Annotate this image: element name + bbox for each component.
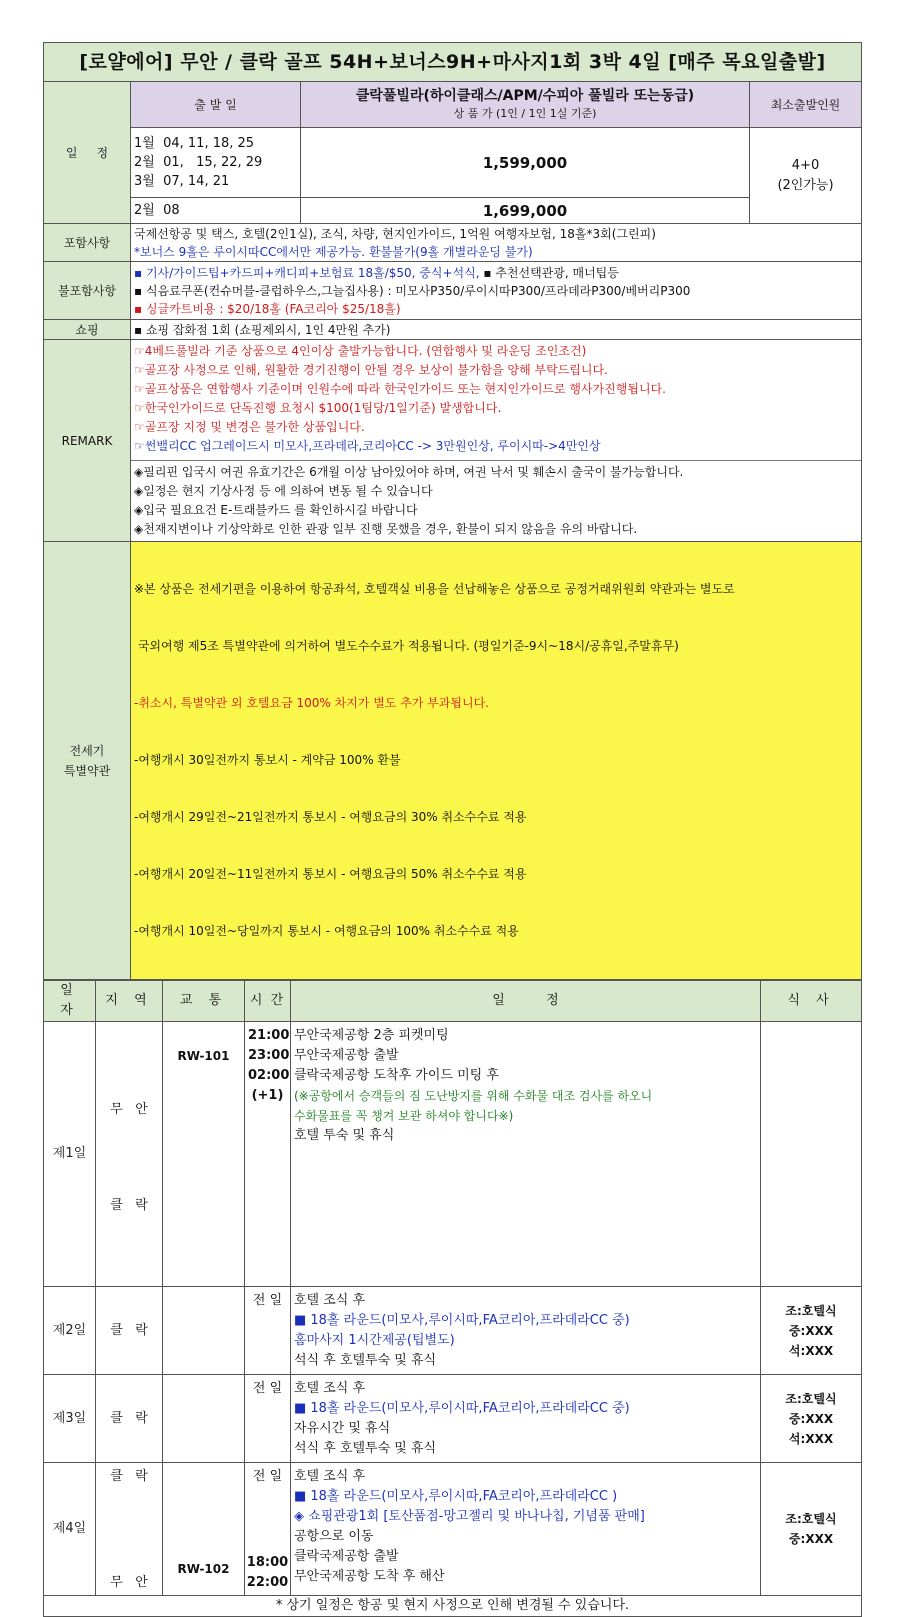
remark-line: ☞골프장 사정으로 인해, 원활한 경기진행이 안될 경우 보상이 불가함을 양해 부탁드립니다. (134, 363, 608, 377)
item: 자유시간 및 휴식 (294, 1421, 391, 1436)
excluded-content (131, 262, 862, 320)
document (43, 42, 861, 1617)
product-name: 클락풀빌라(하이클래스/APM/수피아 풀빌라 또는동급) (355, 87, 695, 104)
time: 전 일 (252, 1381, 283, 1396)
remark-line: ◈필리핀 입국시 여권 유효기간은 6개월 이상 남아있어야 하며, 여권 낙서 및 훼손시 출국이 불가능합니다. (134, 465, 684, 479)
time: 전 일 (252, 1293, 283, 1308)
remark-line: ☞4베드풀빌라 기준 상품으로 4인이상 출발가능합니다. (연합행사 및 라운딩 조인조건) (134, 344, 587, 358)
info-table (43, 42, 862, 980)
charter-line: -여행개시 30일전까지 통보시 - 계약금 100% 환불 (134, 753, 401, 767)
day-times (245, 1287, 291, 1375)
remark-line: ☞썬밸리CC 업그레이드시 미모사,프라데라,코리아CC -> 3만원인상, 루이시따->4만인상 (134, 439, 601, 453)
header-day: 일 자 (44, 981, 96, 1022)
charter-line: -여행개시 29일전~21일전까지 통보시 - 여행요금의 30% 취소수수료 적용 (134, 810, 527, 824)
item: 호텔 조식 후 (294, 1293, 366, 1308)
day-items (291, 1375, 761, 1463)
price-row-2-dates: 2월 08 (131, 198, 301, 224)
included-line: 국제선항공 및 택스, 호텔(2인1실), 조식, 차량, 현지인가이드, 1억원 여행자보험, 18홀*3회(그린피) (134, 226, 656, 241)
time: 전 일 (252, 1469, 283, 1484)
date-line: 1월 04, 11, 18, 25 (134, 136, 255, 151)
meal: 석:XXX (788, 1343, 834, 1358)
col-product-header (301, 82, 750, 128)
region-name: 무 안 (110, 1102, 148, 1117)
region-name: 클 락 (110, 1469, 148, 1484)
region-name: 무 안 (110, 1575, 148, 1590)
excluded-line: ▪ 싱글카트비용 : $20/18홀 (FA코리아 $25/18홀) (134, 301, 401, 316)
schedule-label: 일 정 (44, 82, 131, 224)
day-transport (163, 1287, 245, 1375)
header-meal: 식 사 (761, 981, 862, 1022)
shopping-label: 쇼핑 (44, 320, 131, 340)
item: 호텔 투숙 및 휴식 (294, 1128, 395, 1143)
remark-line: ◈일정은 현지 기상사정 등 에 의하여 변동 될 수 있습니다 (134, 484, 433, 498)
item: ■ 18홀 라운드(미모사,루이시따,FA코리아,프라데라CC 중) (294, 1401, 630, 1416)
region-name: 클 락 (110, 1198, 148, 1213)
meal: 석:XXX (788, 1431, 834, 1446)
remark-line: ☞골프장 지정 및 변경은 불가한 상품입니다. (134, 420, 365, 434)
day-items (291, 1463, 761, 1596)
meal: 중:XXX (788, 1411, 834, 1426)
item: ■ 18홀 라운드(미모사,루이시따,FA코리아,프라데라CC ) (294, 1489, 618, 1504)
day-items (291, 1022, 761, 1287)
meal: 중:XXX (788, 1532, 834, 1546)
price-row-1-dates (131, 128, 301, 198)
excluded-line: ▪ 추천선택관광, 매너팁등 (483, 265, 619, 280)
item: 호텔 조식 후 (294, 1381, 366, 1396)
charter-label (44, 542, 131, 980)
meal: 조:호텔식 (785, 1391, 837, 1406)
day-region: 클 락 (96, 1287, 163, 1375)
item: 무안국제공항 출발 (294, 1048, 399, 1063)
item: 무안국제공항 2층 피켓미팅 (294, 1028, 449, 1043)
charter-label-2: 특별약관 (63, 763, 111, 778)
header-region: 지 역 (96, 981, 163, 1022)
item: (※공항에서 승객들의 짐 도난방지를 위해 수화물 대조 검사를 하오니 (294, 1089, 653, 1103)
time: 02:00 (248, 1068, 290, 1083)
remark-line: ☞골프상품은 연합행사 기준이며 인원수에 따라 한국인가이드 또는 현지인가이드로 행사가진행됩니다. (134, 382, 666, 396)
remark-content (131, 340, 862, 542)
day-transport (163, 1463, 245, 1596)
day-label: 제2일 (44, 1287, 96, 1375)
day-times (245, 1463, 291, 1596)
shopping-content: ▪ 쇼핑 잡화점 1회 (쇼핑제외시, 1인 4만원 추가) (131, 320, 862, 340)
header-time: 시 간 (245, 981, 291, 1022)
charter-content (131, 542, 862, 980)
charter-label-1: 전세기 (69, 743, 105, 758)
excluded-line: ▪ 식음료쿠폰(컨슈머블-클럽하우스,그늘집사용) : 미모사P350/루이시따P300/프라데라P300/베버리P300 (134, 283, 691, 298)
charter-line: ※본 상품은 전세기편을 이용하여 항공좌석, 호텔객실 비용을 선납해놓은 상품으로 공정거래위원회 약관과는 별도로 (134, 582, 735, 596)
charter-line: -취소시, 특별약관 외 호텔요금 100% 차지가 별도 추가 부과됩니다. (134, 696, 489, 710)
itinerary-table (43, 980, 862, 1617)
meal: 조:호텔식 (785, 1512, 837, 1526)
min-people: 4+0 (791, 157, 820, 173)
meal: 조:호텔식 (785, 1303, 837, 1318)
time: (+1) (251, 1088, 284, 1103)
remark-line: ☞한국인가이드로 단독진행 요청시 $100(1팀당/1일기준) 발생합니다. (134, 401, 502, 415)
remark-label: REMARK (44, 340, 131, 542)
item: ■ 18홀 라운드(미모사,루이시따,FA코리아,프라데라CC 중) (294, 1313, 630, 1328)
charter-line: -여행개시 20일전~11일전까지 통보시 - 여행요금의 50% 취소수수료 적용 (134, 867, 527, 881)
excluded-line: ▪ 기사/가이드팁+카드피+캐디피+보험료 18홀/$50, 중식+석식, (134, 265, 480, 280)
header-schedule: 일 정 (291, 981, 761, 1022)
charter-line: 국외여행 제5조 특별약관에 의거하여 별도수수료가 적용됩니다. (평일기준-9시~18시/공휴일,주말휴무) (134, 639, 679, 653)
min-people-cell (750, 128, 862, 224)
item: ◈ 쇼핑관광1회 [토산품점-망고젤리 및 바나나칩, 기념품 판매] (294, 1509, 645, 1524)
item: 석식 후 호텔투숙 및 휴식 (294, 1353, 437, 1368)
price-row-1-value: 1,599,000 (301, 128, 750, 198)
included-bonus-line: *보너스 9홀은 루이시따CC에서만 제공가능. 환불불가(9홀 개별라운딩 불가) (134, 244, 533, 259)
item: 홈마사지 1시간제공(팁별도) (294, 1333, 455, 1348)
time: 23:00 (248, 1048, 290, 1063)
footnote: * 상기 일정은 항공 및 현지 사정으로 인해 변경될 수 있습니다. (44, 1596, 862, 1617)
day-region (96, 1022, 163, 1287)
flight-number: RW-101 (177, 1049, 230, 1063)
item: 무안국제공항 도착 후 해산 (294, 1569, 445, 1584)
header-transport: 교 통 (163, 981, 245, 1022)
page-title: [로얄에어] 무안 / 클락 골프 54H+보너스9H+마사지1회 3박 4일 [매주 목요일출발] (44, 43, 862, 82)
item: 공항으로 이동 (294, 1529, 374, 1544)
remark-line: ◈천재지변이나 기상악화로 인한 관광 일부 진행 못했을 경우, 환불이 되지 않음을 유의 바랍니다. (134, 522, 638, 536)
remark-line: ◈입국 필요요건 E-트래블카드 를 확인하시길 바랍니다 (134, 503, 418, 517)
col-min-header: 최소출발인원 (750, 82, 862, 128)
product-sub: 상 품 가 (1인 / 1인 1실 기준) (453, 106, 597, 120)
date-line: 2월 01, 15, 22, 29 (134, 155, 263, 170)
col-date-header: 출 발 일 (131, 82, 301, 128)
included-label: 포함사항 (44, 224, 131, 262)
day-times (245, 1022, 291, 1287)
excluded-label: 불포함사항 (44, 262, 131, 320)
price-row-2-value: 1,699,000 (301, 198, 750, 224)
day-label: 제1일 (44, 1022, 96, 1287)
time: 18:00 (246, 1555, 289, 1570)
flight-number: RW-102 (177, 1562, 230, 1576)
min-note: (2인가능) (777, 177, 834, 193)
day-meals (761, 1022, 862, 1287)
charter-line: -여행개시 10일전~당일까지 통보시 - 여행요금의 100% 취소수수료 적용 (134, 924, 519, 938)
meal: 중:XXX (788, 1323, 834, 1338)
day-transport (163, 1022, 245, 1287)
time: 21:00 (248, 1028, 290, 1043)
included-content (131, 224, 862, 262)
time: 22:00 (246, 1575, 289, 1590)
day-region: 클 락 (96, 1375, 163, 1463)
day-times (245, 1375, 291, 1463)
day-transport (163, 1375, 245, 1463)
day-label: 제3일 (44, 1375, 96, 1463)
day-meals (761, 1463, 862, 1596)
day-label: 제4일 (44, 1463, 96, 1596)
day-meals (761, 1287, 862, 1375)
day-region (96, 1463, 163, 1596)
day-meals (761, 1375, 862, 1463)
day-items (291, 1287, 761, 1375)
item: 호텔 조식 후 (294, 1469, 366, 1484)
item: 클락국제공항 출발 (294, 1549, 399, 1564)
item: 수화물표를 꼭 챙겨 보관 하셔야 합니다※) (294, 1109, 514, 1123)
item: 클락국제공항 도착후 가이드 미팅 후 (294, 1068, 499, 1083)
date-line: 3월 07, 14, 21 (134, 174, 230, 189)
item: 석식 후 호텔투숙 및 휴식 (294, 1441, 437, 1456)
